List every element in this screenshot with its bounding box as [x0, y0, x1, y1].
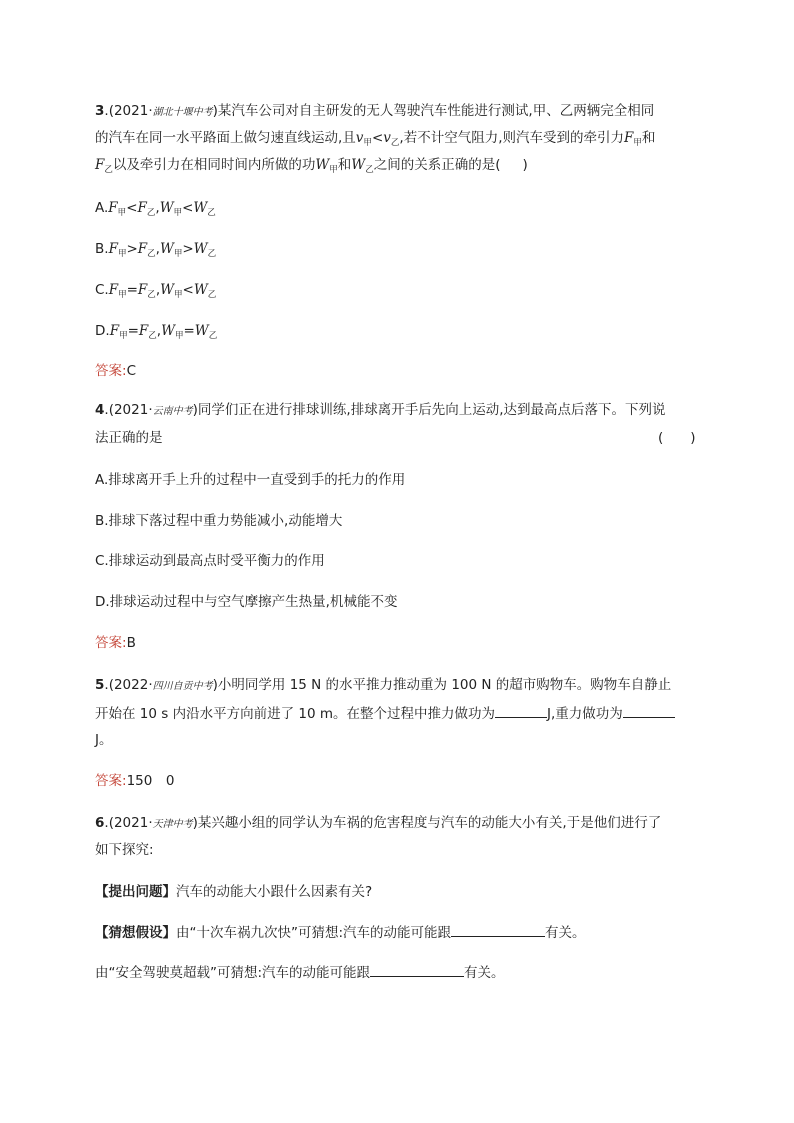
q6-tag-hypothesis: 【猜想假设】 [95, 925, 176, 941]
q3-line-3: $F_乙$以及牵引力在相同时间内所做的功$W_甲$和$W_乙$之间的关系正确的是( ) [95, 157, 528, 175]
q6-line-1: 6.(2021·天津中考)某兴趣小组的同学认为车祸的危害程度与汽车的动能大小有关,于是他们进行了 [95, 815, 662, 831]
q5-line-1: 5.(2022·四川自贡中考)小明同学用 15 N 的水平推力推动重为 100 N 的超市购物车。购物车自静止 [95, 677, 672, 693]
q4-number: 4 [95, 402, 105, 418]
q3-answer-value: C [126, 363, 136, 379]
q3-source: 湖北十堰中考 [152, 107, 213, 118]
q4-option-b: B.排球下落过程中重力势能减小,动能增大 [95, 513, 343, 529]
q3-option-c: $C.F_甲=F_乙,W_甲<W_乙$ [95, 282, 217, 300]
q4-option-d: D.排球运动过程中与空气摩擦产生热量,机械能不变 [95, 594, 398, 610]
q6-blank-2[interactable] [370, 962, 464, 977]
q6-line-3: 【提出问题】汽车的动能大小跟什么因素有关? [95, 884, 373, 900]
q4-line-1: 4.(2021·云南中考)同学们正在进行排球训练,排球离开手后先向上运动,达到最高点后落下。下列说 [95, 402, 666, 418]
q3-option-a: $A.F_甲<F_乙,W_甲<W_乙$ [95, 200, 216, 218]
q5-source: 四川自贡中考 [152, 681, 213, 692]
q5-line-2: 开始在 10 s 内沿水平方向前进了 10 m。在整个过程中推力做功为 J,重力做功为 [95, 703, 695, 724]
q6-number: 6 [95, 815, 105, 831]
q4-answer-paren: ( ) [658, 430, 696, 446]
q3-line-2: 的汽车在同一水平路面上做匀速直线运动,且$v_甲<v_乙$,若不计空气阻力,则汽车受到的牵引力$F_甲$和 [95, 130, 656, 148]
q5-blank-2[interactable] [623, 703, 675, 718]
q4-source: 云南中考 [152, 406, 193, 417]
q3-option-d: $D.F_甲=F_乙,W_甲=W_乙$ [95, 323, 218, 341]
q4-answer-value: B [126, 635, 136, 651]
q5-number: 5 [95, 677, 105, 693]
q6-line-5: 由“安全驾驶莫超载”可猜想:汽车的动能可能跟 有关。 [95, 962, 695, 983]
q4-option-a: A.排球离开手上升的过程中一直受到手的托力的作用 [95, 472, 406, 488]
q5-answer-value: 150 0 [126, 773, 175, 789]
q6-blank-1[interactable] [451, 922, 545, 937]
q4-line-2: 法正确的是 [95, 430, 163, 446]
q6-line-4: 【猜想假设】由“十次车祸九次快”可猜想:汽车的动能可能跟 有关。 [95, 922, 695, 943]
q5-blank-1[interactable] [495, 703, 547, 718]
q3-line-1: 3.(2021·湖北十堰中考)某汽车公司对自主研发的无人驾驶汽车性能进行测试,甲、乙两辆完全相同 [95, 103, 655, 119]
q6-line-2: 如下探究: [95, 842, 154, 858]
q4-option-c: C.排球运动到最高点时受平衡力的作用 [95, 553, 325, 569]
q3-answer: 答案:C [95, 363, 136, 379]
q5-answer: 答案:150 0 [95, 773, 175, 789]
q4-answer: 答案:B [95, 635, 136, 651]
q6-source: 天津中考 [152, 819, 193, 830]
q3-number: 3 [95, 103, 105, 119]
q3-option-b: $B.F_甲>F_乙,W_甲>W_乙$ [95, 241, 217, 259]
q5-line-3: J。 [95, 732, 113, 748]
q6-tag-question: 【提出问题】 [95, 884, 176, 900]
